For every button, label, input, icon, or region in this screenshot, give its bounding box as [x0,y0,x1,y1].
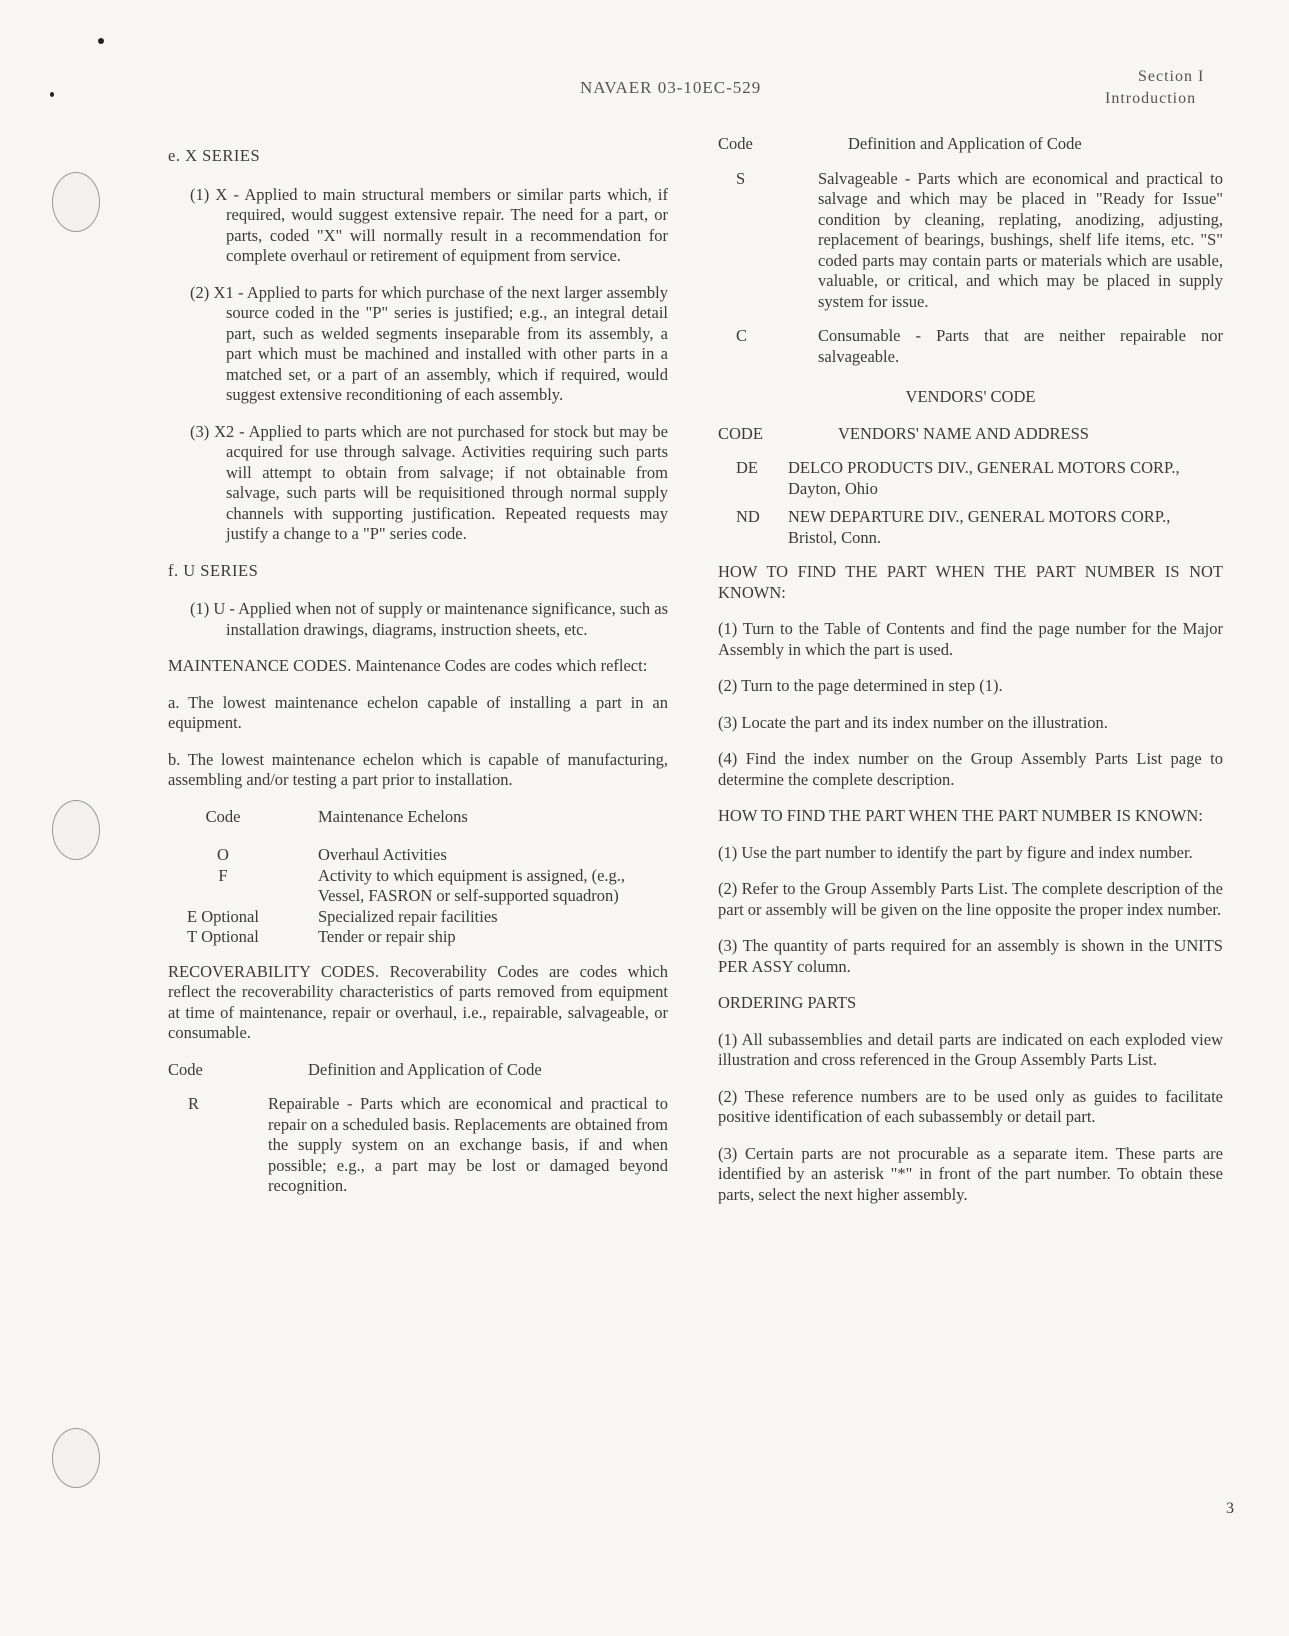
known-step-1: (1) Use the part number to identify the part by figure and index number. [718,842,1193,862]
right-column [718,134,1223,1221]
page-number: 3 [1226,1500,1234,1517]
table-cell: T Optional [187,927,259,946]
not-known-step-3: (3) Locate the part and its index number on the illustration. [718,712,1108,732]
table-cell: Repairable - Parts which are economical and practical to repair on a scheduled basis. Replacements are obtained from the supply system on an exchange basis, if and when possible; e.g., a part may be lost or damaged beyond recognition. [268,1094,668,1195]
vendors-heading: VENDORS' CODE [905,387,1036,406]
table-cell: DE [736,458,758,477]
maintenance-codes-intro: MAINTENANCE CODES. Maintenance Codes are codes which reflect: [168,656,648,675]
table-cell: Specialized repair facilities [318,906,498,926]
table-cell: NEW DEPARTURE DIV., GENERAL MOTORS CORP., Bristol, Conn. [788,507,1171,547]
vendors-table [718,424,1223,549]
doc-number: NAVAER 03-10EC-529 [580,78,762,97]
table-cell: Overhaul Activities [318,845,447,864]
ordering-step-1: (1) All subassemblies and detail parts are indicated on each exploded view illustration and cross referenced in the Group Assembly Parts List. [718,1029,1223,1069]
table-header: Definition and Application of Code [308,1059,542,1079]
table-cell: E Optional [187,906,259,926]
punch-mark [98,38,104,44]
ordering-step-2: (2) These reference numbers are to be used only as guides to facilitate positive identification of each subassembly or detail part. [718,1086,1223,1126]
x-item-2: (2) X1 - Applied to parts for which purchase of the next larger assembly source coded in the "P" series is justified; e.g., an integral detail part, such as welded segments inseparable from its assembly, a part which must be machined and installed with other parts in a matched set, or a part of an assembly, which if required, would suggest extensive reconditioning of each assembly. [190,282,668,404]
u-item-1: (1) U - Applied when not of supply or maintenance significance, such as installation drawings, diagrams, instruction sheets, etc. [190,599,668,639]
binder-hole [52,1428,100,1488]
table-cell: C [736,326,748,345]
ordering-step-3: (3) Certain parts are not procurable as a separate item. These parts are identified by an asterisk "*" in front of the part number. To obtain these parts, select the next higher assembly. [718,1143,1223,1204]
maintenance-item-b: b. The lowest maintenance echelon which is capable of manufacturing, assembling and/or testing a part prior to installation. [168,749,668,789]
x-series-heading: e. X SERIES [168,146,261,165]
table-cell: Salvageable - Parts which are economical and practical to salvage and which may be placed in "Ready for Issue" condition by cleaning, replating, anodizing, adjusting, replacement of bearings, bushings, shelf life items, etc. "S" coded parts may contain parts or materials which are usable, valuable, or critical, and which may be placed in supply system for issue. [818,168,1223,311]
table-cell: Consumable - Parts that are neither repairable nor salvageable. [818,326,1223,366]
maintenance-item-a: a. The lowest maintenance echelon capable of installing a part in an equipment. [168,692,668,732]
table-cell: R [188,1094,200,1113]
table-cell: DELCO PRODUCTS DIV., GENERAL MOTORS CORP., Dayton, Ohio [788,458,1180,498]
u-series-heading: f. U SERIES [168,560,259,580]
recoverability-table-right [718,134,1223,367]
table-header: Definition and Application of Code [848,134,1082,153]
ordering-heading: ORDERING PARTS [718,993,857,1012]
recoverability-intro: RECOVERABILITY CODES. Recoverability Codes are codes which reflect the recoverability characteristics of parts removed from equipment at time of maintenance, repair or overhaul, i.e., repairable, salvageable, or consumable. [168,961,668,1042]
left-column [168,146,668,1211]
not-known-step-2: (2) Turn to the page determined in step (1). [718,676,1003,695]
table-cell: S [736,168,746,188]
not-known-step-4: (4) Find the index number on the Group Assembly Parts List page to determine the complete description. [718,749,1223,789]
section-label: Section I [1138,68,1205,85]
table-cell: Tender or repair ship [318,927,456,946]
punch-mark [50,92,54,97]
table-header: Maintenance Echelons [318,806,468,826]
not-known-heading: HOW TO FIND THE PART WHEN THE PART NUMBER IS NOT KNOWN: [718,562,1223,602]
known-heading: HOW TO FIND THE PART WHEN THE PART NUMBER IS KNOWN: [718,806,1203,825]
not-known-step-1: (1) Turn to the Table of Contents and find the page number for the Major Assembly in which the part is used. [718,619,1223,659]
table-header: CODE [718,423,763,443]
table-cell: O [217,845,229,864]
maintenance-table [168,807,668,948]
x-item-1: (1) X - Applied to main structural members or similar parts which, if required, would suggest extensive repair. The need for a part, or parts, coded "X" will normally result in a recommendation for complete overhaul or retirement of equipment from service. [190,184,668,265]
table-header: Code [168,1059,203,1079]
binder-hole [52,172,100,232]
table-header: Code [205,806,241,826]
table-header: VENDORS' NAME AND ADDRESS [838,423,1089,443]
table-cell: Activity to which equipment is assigned, (e.g., Vessel, FASRON or self-supported squadron) [318,865,626,905]
table-cell: F [218,865,228,885]
x-item-3: (3) X2 - Applied to parts which are not purchased for stock but may be acquired for use through salvage. Activities requiring such parts will attempt to obtain from salvage; if not obtainable from salvage, such parts will be requisitioned through normal supply channels with supporting justification. Repeated requests may justify a change to a "P" series code. [190,421,668,543]
table-header: Code [718,134,753,153]
section-title: Introduction [1105,90,1197,107]
binder-hole [52,800,100,860]
recoverability-table-left [168,1060,668,1197]
known-step-3: (3) The quantity of parts required for an assembly is shown in the UNITS PER ASSY column. [718,936,1223,976]
known-step-2: (2) Refer to the Group Assembly Parts List. The complete description of the part or assembly will be given on the line opposite the proper index number. [718,879,1223,919]
table-cell: ND [736,507,760,526]
